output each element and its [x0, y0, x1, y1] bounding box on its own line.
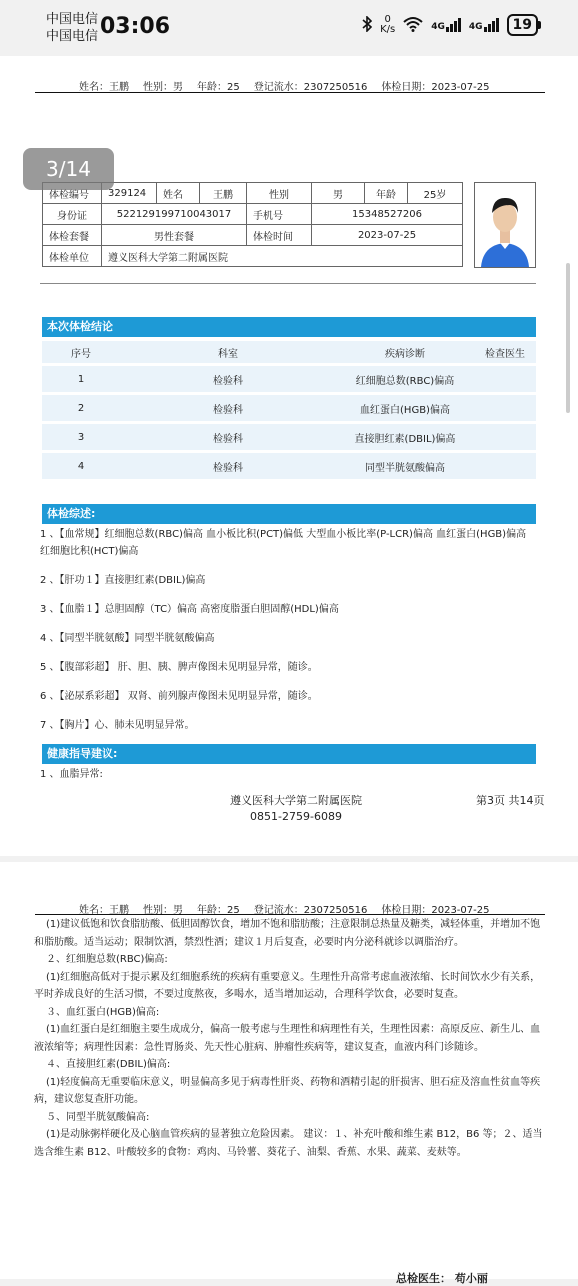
list-item: 5 、【腹部彩超】 肝、胆、胰、脾声像图未见明显异常，随诊。 — [40, 662, 318, 673]
advice-text — [34, 916, 546, 1161]
guidance-first: 1 、血脂异常: — [40, 769, 103, 780]
patient-info-table: 体检编号 329124 姓名 王鹏 性别 男 年龄 25岁 身份证 522129199710043017 手机号 15348527206 体检套餐 男性套餐 体检时间 2023-07-25 体检单位 遵义医科大学第二附属医院 — [42, 182, 463, 267]
signal-icon: 4G — [469, 18, 499, 32]
footer-page-number: 第3页 共14页 — [476, 794, 545, 807]
list-item: 2 、【肝功１】直接胆红素(DBIL)偏高 — [40, 575, 206, 586]
clock: 03:06 — [100, 14, 171, 39]
carrier-label: 中国电信 — [46, 29, 99, 44]
table-row: 2 检验科 血红蛋白(HGB)偏高 — [42, 395, 536, 421]
status-bar — [0, 0, 578, 56]
list-item: 6 、【泌尿系彩超】 双肾、前列腺声像图未见明显异常，随诊。 — [40, 691, 318, 702]
summary-list — [40, 526, 536, 746]
footer-phone: 0851-2759-6089 — [250, 810, 342, 823]
page-header: 姓名：王鹏 性别：男 年龄：25 登记流水：2307250516 体检日期：2023-07-25 — [79, 905, 490, 916]
page-indicator: 3/14 — [23, 148, 114, 190]
signal-icon: 4G — [431, 18, 461, 32]
paragraph: ３、血红蛋白(HGB)偏高: — [46, 1006, 160, 1018]
paragraph: ４、直接胆红素(DBIL)偏高: — [46, 1059, 171, 1070]
header-divider — [35, 92, 545, 93]
divider — [40, 283, 536, 284]
list-item: 1 、【血常规】红细胞总数(RBC)偏高 血小板比积(PCT)偏低 大型血小板比率(P-LCR)偏高 血红蛋白(HGB)偏高 红细胞比积(HCT)偏高 — [40, 529, 527, 557]
chief-doctor: 总检医生： 苟小丽 — [396, 1272, 488, 1285]
patient-photo — [474, 182, 536, 268]
table-row: 3 检验科 直接胆红素(DBIL)偏高 — [42, 424, 536, 450]
bluetooth-icon — [362, 16, 372, 35]
paragraph: ５、同型半胱氨酸偏高: — [46, 1111, 150, 1123]
carrier-label: 中国电信 — [46, 12, 99, 27]
list-item: 7 、【胸片】心、肺未见明显异常。 — [40, 720, 195, 731]
paragraph: (1)轻度偏高无重要临床意义，明显偏高多见于病毒性肝炎、药物和酒精引起的肝损害、胆石症及溶血性贫血等疾病，建议您复查肝功能。 — [34, 1076, 541, 1105]
wifi-icon — [403, 16, 423, 35]
paragraph: (1)血红蛋白是红细胞主要生成成分，偏高一般考虑与生理性和病理性有关，生理性因素：高原反应、新生儿、血液浓缩等；病理性因素：急性胃肠炎、先天性心脏病、肿瘤性疾病等，建议复查，血液内科门诊随诊。 — [34, 1024, 541, 1053]
paragraph: (1)红细胞高低对于提示累及红细胞系统的疾病有重要意义。生理性升高常考虑血液浓缩、长时间饮水少有关系，平时养成良好的生活习惯，不要过度熬夜，多喝水，适当增加运动，合理科学饮食，必要时复查。 — [34, 971, 541, 1000]
battery-icon: 19 — [507, 14, 538, 36]
header-divider — [35, 914, 545, 915]
conclusion-title: 本次体检结论 — [42, 317, 536, 337]
table-row: 1 检验科 红细胞总数(RBC)偏高 — [42, 366, 536, 392]
conclusion-table: 序号 科室 疾病诊断 检查医生 1 检验科 红细胞总数(RBC)偏高 2 检验科 血红蛋白(HGB)偏高 3 检验科 直接胆红素(DBIL)偏高 4 检验科 同型半胱氨酸偏高 — [42, 338, 536, 482]
guidance-title: 健康指导建议: — [42, 744, 536, 764]
paragraph: (1)是动脉粥样硬化及心脑血管疾病的显著独立危险因素。 建议：１、补充叶酸和维生素 B12，B6 等；２、适当选含维生素 B12、叶酸较多的食物：鸡肉、马铃薯、葵花子、油梨、香蕉、水果、蔬菜、麦麸等。 — [34, 1129, 543, 1158]
table-row: 4 检验科 同型半胱氨酸偏高 — [42, 453, 536, 479]
scrollbar[interactable] — [566, 263, 570, 413]
paragraph: (1)建议低饱和饮食脂肪酸、低胆固醇饮食，增加不饱和脂肪酸；注意限制总热量及糖类，减轻体重，并增加不饱和脂肪酸。适当运动；限制饮酒，禁烈性酒；建议１月后复查，必要时内分泌科就诊以调脂治疗。 — [34, 919, 541, 948]
paragraph: ２、红细胞总数(RBC)偏高: — [46, 954, 168, 965]
footer-hospital: 遵义医科大学第二附属医院 — [230, 794, 362, 807]
page-header: 姓名：王鹏 性别：男 年龄：25 登记流水：2307250516 体检日期：2023-07-25 — [79, 82, 490, 93]
list-item: 4 、【同型半胱氨酸】同型半胱氨酸偏高 — [40, 633, 215, 644]
list-item: 3 、【血脂１】总胆固醇（TC）偏高 高密度脂蛋白胆固醇(HDL)偏高 — [40, 604, 339, 615]
network-speed: 0 K/s — [380, 14, 396, 35]
summary-title: 体检综述: — [42, 504, 536, 524]
